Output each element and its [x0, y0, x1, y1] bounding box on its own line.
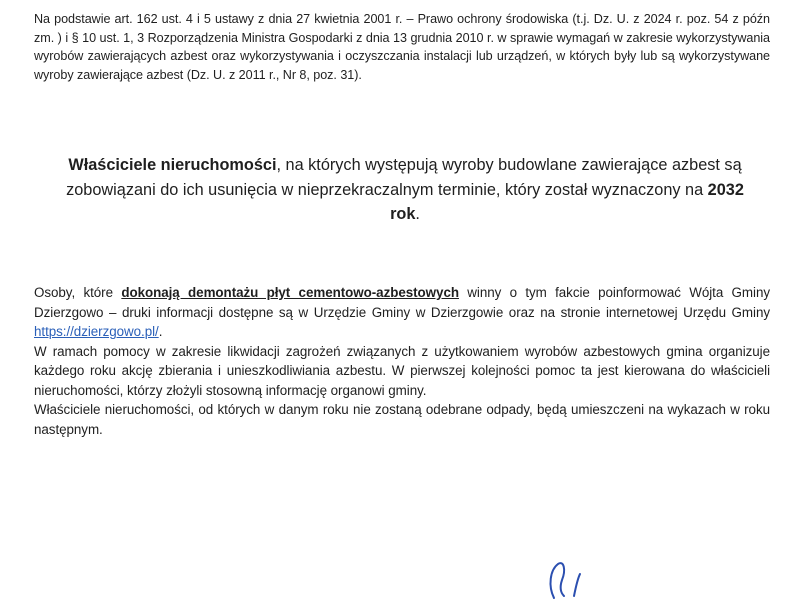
next-year-list-paragraph: Właściciele nieruchomości, od których w danym roku nie zostaną odebrane odpady, będą umieszczeni na wykazach w roku następnym.	[34, 402, 770, 437]
municipality-website-link[interactable]: https://dzierzgowo.pl/	[34, 324, 159, 339]
notice-bold-lead: Właściciele nieruchomości	[68, 156, 277, 174]
owners-obligation-notice	[60, 153, 750, 227]
notice-text: , na których występują wyroby budowlane zawierające azbest są zobowiązani do ich usunięcia w nieprzekraczalnym terminie, który został wyznaczony na	[66, 156, 742, 199]
legal-basis-paragraph: Na podstawie art. 162 ust. 4 i 5 ustawy z dnia 27 kwietnia 2001 r. – Prawo ochrony środowiska (t.j. Dz. U. z 2024 r. poz. 54 z późn zm. ) i § 10 ust. 1, 3 Rozporządzenia Ministra Gospodarki z dnia 13 grudnia 2010 r. w sprawie wymagań w zakresie wykorzystywania wyrobów zawierających azbest oraz wykorzystywania i oczyszczania instalacji lub urządzeń, w których były lub są wykorzystywane wyroby zawierające azbest (Dz. U. z 2011 r., Nr 8, poz. 31).	[34, 12, 770, 82]
paragraph-text: .	[158, 324, 163, 339]
notice-deadline-year: 2032 rok	[390, 180, 744, 223]
information-body	[34, 283, 770, 439]
paragraph-text: Osoby, które	[34, 285, 122, 300]
notice-period: .	[415, 205, 420, 223]
handwritten-signature	[540, 556, 600, 600]
paragraph-text: winny o tym fakcie poinformować Wójta Gminy Dzierzgowo – druki informacji dostępne są w Urzędzie Gminy w Dzierzgowie oraz na stronie internetowej Urzędu Gminy	[34, 285, 770, 320]
assistance-paragraph: W ramach pomocy w zakresie likwidacji zagrożeń związanych z użytkowaniem wyrobów azbestowych gmina organizuje każdego roku akcję zbierania i unieszkodliwiania azbestu. W pierwszej kolejności pomoc ta jest kierowana do właścicieli nieruchomości, którzy złożyli stosowną informację organowi gminy.	[34, 343, 770, 398]
demolition-underlined-phrase: dokonają demontażu płyt cementowo-azbestowych	[121, 285, 459, 300]
demolition-info-paragraph	[34, 283, 770, 342]
